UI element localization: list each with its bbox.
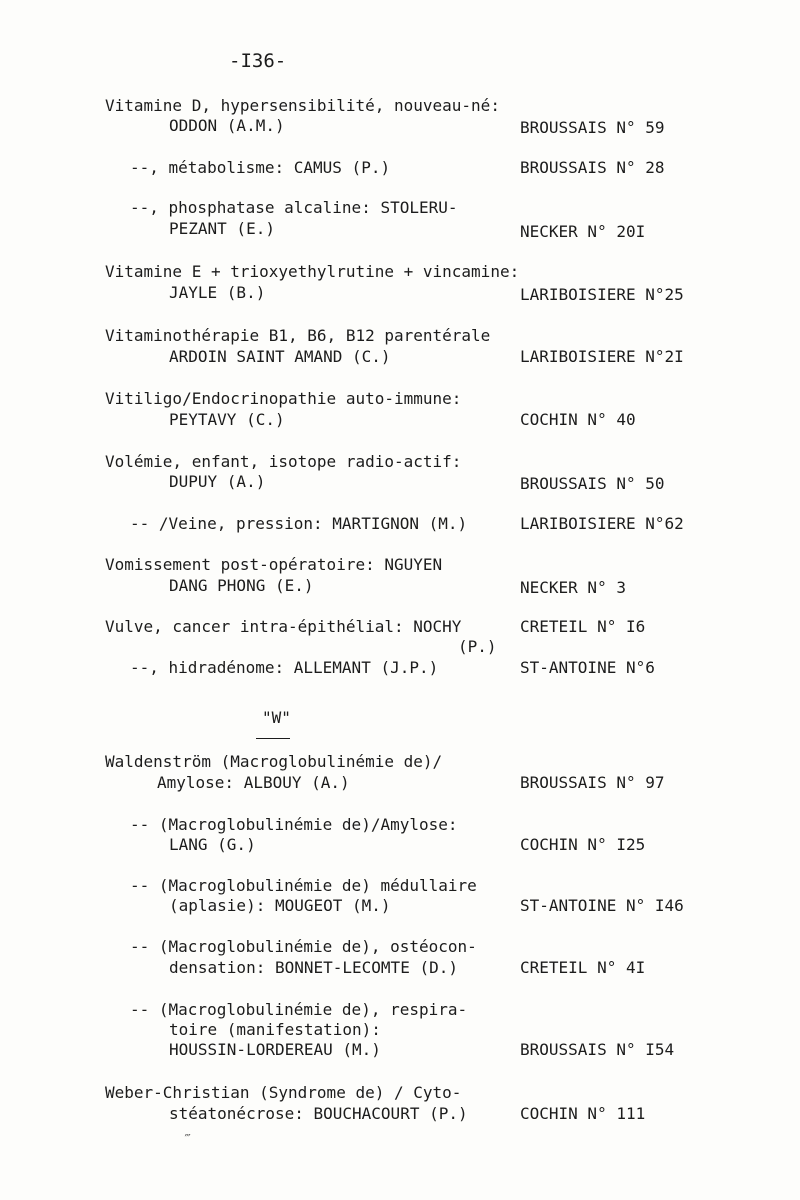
- entry-reference: LARIBOISIERE N°25: [520, 285, 684, 304]
- entry-reference: CRETEIL N° 4I: [520, 958, 646, 977]
- entry-reference: NECKER N° 20I: [520, 222, 646, 241]
- entry-reference: COCHIN N° 111: [520, 1104, 646, 1123]
- entry-line: (aplasie): MOUGEOT (M.): [169, 896, 391, 915]
- entry-reference: COCHIN N° 40: [520, 410, 636, 429]
- entry-line: Vitamine E + trioxyethylrutine + vincamine:: [105, 262, 520, 281]
- entry-line: Vulve, cancer intra-épithélial: NOCHY: [105, 617, 462, 636]
- entry-reference: BROUSSAIS N° 59: [520, 118, 665, 137]
- entry-line: ARDOIN SAINT AMAND (C.): [169, 347, 391, 366]
- entry-line: PEYTAVY (C.): [169, 410, 285, 429]
- entry-line: -- /Veine, pression: MARTIGNON (M.): [130, 514, 468, 533]
- entry-line: Volémie, enfant, isotope radio-actif:: [105, 452, 462, 471]
- entry-line: densation: BONNET-LECOMTE (D.): [169, 958, 458, 977]
- entry-reference: CRETEIL N° I6: [520, 617, 646, 636]
- entry-line: -- (Macroglobulinémie de) médullaire: [130, 876, 477, 895]
- entry-line: Amylose: ALBOUY (A.): [157, 773, 350, 792]
- entry-line: --, métabolisme: CAMUS (P.): [130, 158, 391, 177]
- entry-reference: BROUSSAIS N° 28: [520, 158, 665, 177]
- section-heading: "W": [262, 708, 291, 727]
- entry-line: -- (Macroglobulinémie de), respira-: [130, 1000, 468, 1019]
- entry-reference: NECKER N° 3: [520, 578, 626, 597]
- entry-line: --, hidradénome: ALLEMANT (J.P.): [130, 658, 439, 677]
- entry-line: DANG PHONG (E.): [169, 576, 314, 595]
- entry-reference: ST-ANTOINE N° I46: [520, 896, 684, 915]
- entry-line: Vomissement post-opératoire: NGUYEN: [105, 555, 443, 574]
- entry-line: Vitamine D, hypersensibilité, nouveau-né:: [105, 96, 500, 115]
- entry-line: stéatonécrose: BOUCHACOURT (P.): [169, 1104, 468, 1123]
- entry-line: --, phosphatase alcaline: STOLERU-: [130, 198, 458, 217]
- entry-line: Waldenström (Macroglobulinémie de)/: [105, 752, 443, 771]
- entry-line: -- (Macroglobulinémie de), ostéocon-: [130, 937, 477, 956]
- entry-line: HOUSSIN-LORDEREAU (M.): [169, 1040, 381, 1059]
- entry-line: toire (manifestation):: [169, 1020, 381, 1039]
- entry-line: Weber-Christian (Syndrome de) / Cyto-: [105, 1083, 462, 1102]
- page-number: -I36-: [229, 50, 287, 72]
- entry-reference: BROUSSAIS N° 50: [520, 474, 665, 493]
- entry-line: PEZANT (E.): [169, 219, 275, 238]
- entry-line: JAYLE (B.): [169, 283, 266, 302]
- entry-reference: BROUSSAIS N° I54: [520, 1040, 675, 1059]
- entry-line: ODDON (A.M.): [169, 116, 285, 135]
- entry-line: (P.): [458, 637, 497, 656]
- scan-mark-icon: ‴: [184, 1132, 192, 1146]
- entry-line: -- (Macroglobulinémie de)/Amylose:: [130, 815, 458, 834]
- heading-underline: [256, 738, 290, 739]
- entry-line: DUPUY (A.): [169, 472, 266, 491]
- entry-reference: LARIBOISIERE N°2I: [520, 347, 684, 366]
- entry-line: Vitaminothérapie B1, B6, B12 parentérale: [105, 326, 491, 345]
- entry-reference: ST-ANTOINE N°6: [520, 658, 655, 677]
- entry-reference: COCHIN N° I25: [520, 835, 646, 854]
- entry-reference: LARIBOISIERE N°62: [520, 514, 684, 533]
- entry-line: Vitiligo/Endocrinopathie auto-immune:: [105, 389, 462, 408]
- entry-reference: BROUSSAIS N° 97: [520, 773, 665, 792]
- entry-line: LANG (G.): [169, 835, 256, 854]
